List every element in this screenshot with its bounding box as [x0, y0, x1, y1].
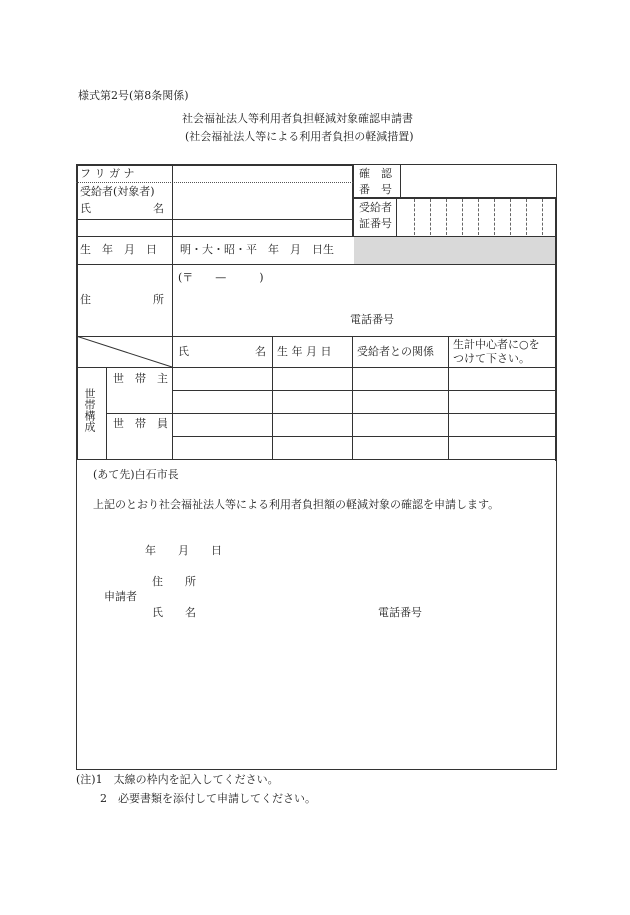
address-label: 住 所 [80, 293, 164, 306]
col-name-header: 氏 名 [178, 345, 266, 358]
col-center-header-1: 生計中心者に○を [453, 338, 540, 351]
furigana-label: フ リ ガ ナ [80, 167, 135, 180]
application-date: 年 月 日 [145, 544, 222, 557]
application-statement: 上記のとおり社会福祉法人等による利用者負担額の軽減対象の確認を申請します。 [93, 498, 500, 511]
diagonal-divider [76, 336, 173, 368]
household-head-label: 世 帯 主 [113, 372, 168, 385]
shaded-cell [354, 236, 556, 264]
applicant-phone-label: 電話番号 [378, 606, 422, 619]
recipient-label: 受給者(対象者) [80, 185, 155, 198]
form-number: 様式第2号(第8条関係) [78, 89, 189, 102]
household-member-label: 世 帯 員 [113, 417, 168, 430]
confirm-number-label-1: 確 認 [359, 167, 392, 180]
cert-number-label-1: 受給者 [359, 201, 392, 214]
form-subtitle: (社会福祉法人等による利用者負担の軽減措置) [185, 130, 414, 143]
household-label: 世帯構成 [83, 388, 96, 432]
col-birth-header: 生 年 月 日 [277, 345, 332, 358]
birthdate-label: 生 年 月 日 [80, 243, 157, 256]
name-label: 氏 名 [80, 202, 164, 215]
cert-number-label-2: 証番号 [359, 217, 392, 230]
address-phone-label: 電話番号 [350, 313, 394, 326]
col-center-header-2: つけて下さい。 [453, 352, 530, 365]
form-title: 社会福祉法人等利用者負担軽減対象確認申請書 [182, 112, 413, 125]
note-1: (注)1 太線の枠内を記入してください。 [76, 773, 279, 786]
addressee: (あて先)白石市長 [93, 468, 179, 481]
applicant-address-label: 住 所 [152, 575, 196, 588]
confirm-number-label-2: 番 号 [359, 183, 392, 196]
birthdate-value: 明・大・昭・平 年 月 日生 [180, 243, 334, 256]
applicant-name-label: 氏 名 [152, 606, 196, 619]
note-2: 2 必要書類を添付して申請してください。 [100, 792, 316, 805]
applicant-label: 申請者 [104, 590, 137, 603]
postal-code: (〒 — ) [178, 271, 264, 284]
col-relation-header: 受給者との関係 [357, 345, 434, 358]
